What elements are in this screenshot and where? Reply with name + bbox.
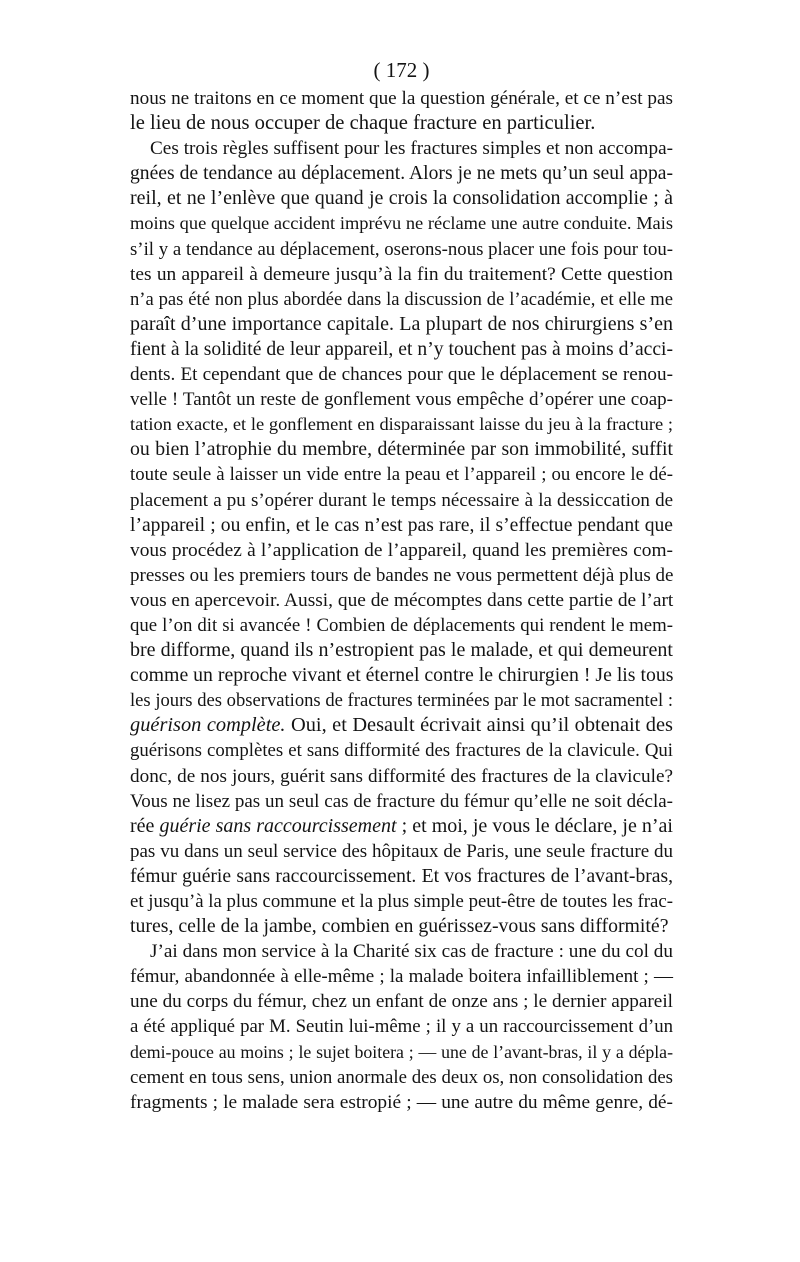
text-line: tures, celle de la jambe, combien en guérissez-vous sans difformité? <box>130 915 669 938</box>
text-line: nous ne traitons en ce moment que la question générale, et ce n’est pas <box>130 88 673 109</box>
text-line: presses ou les premiers tours de bandes ne vous permettent déjà plus de <box>130 564 674 586</box>
italic-phrase: guérison complète. <box>130 714 286 737</box>
text-line: le lieu de nous occuper de chaque fracture en particulier. <box>130 112 596 135</box>
text-line: que l’on dit si avancée ! Combien de déplacements qui rendent le mem- <box>130 614 673 636</box>
text-line: tes un appareil à demeure jusqu’à la fin du traitement? Cette question <box>130 263 673 285</box>
text-line: n’a pas été non plus abordée dans la discussion de l’académie, et elle me <box>130 288 673 310</box>
text-line-with-italic <box>130 713 673 738</box>
text-line: J’ai dans mon service à la Charité six cas de fracture : une du col du <box>150 941 673 963</box>
text-line: paraît d’une importance capitale. La plupart de nos chirurgiens s’en <box>130 312 673 335</box>
text-line: tation exacte, et le gonflement en disparaissant laisse du jeu à la fracture ; <box>130 414 673 435</box>
text-run: ; et moi, je vous le déclare, je n’ai <box>396 814 673 837</box>
text-line: moins que quelque accident imprévu ne réclame une autre conduite. Mais <box>130 213 673 234</box>
text-line: et jusqu’à la plus commune et la plus simple peut-être de toutes les frac- <box>130 891 673 912</box>
text-line: une du corps du fémur, chez un enfant de onze ans ; le dernier appareil <box>130 991 673 1013</box>
text-line: demi-pouce au moins ; le sujet boitera ; — une de l’avant-bras, il y a dépla- <box>130 1041 673 1062</box>
paragraph-3 <box>130 939 673 1115</box>
text-line: dents. Et cependant que de chances pour que le déplacement se renou- <box>130 364 673 386</box>
text-line: fémur, abandonnée à elle-même ; la malade boitera infailliblement ; — <box>130 966 673 988</box>
text-line: donc, de nos jours, guérit sans difformité des fractures de la clavicule? <box>130 765 673 787</box>
document-page <box>130 56 673 1115</box>
text-line: Ces trois règles suffisent pour les fractures simples et non accompa- <box>150 138 673 160</box>
text-line: fragments ; le malade sera estropié ; — une autre du même genre, dé- <box>130 1091 673 1113</box>
text-line: les jours des observations de fractures terminées par le mot sacramentel : <box>130 690 673 712</box>
text-line: placement a pu s’opérer durant le temps nécessaire à la dessiccation de <box>130 489 673 511</box>
text-line: Vous ne lisez pas un seul cas de fracture du fémur qu’elle ne soit décla- <box>130 790 673 812</box>
text-line: pas vu dans un seul service des hôpitaux de Paris, une seule fracture du <box>130 840 673 862</box>
text-line: gnées de tendance au déplacement. Alors je ne mets qu’un seul appa- <box>130 163 673 185</box>
italic-phrase: guérie sans raccourcissement <box>159 814 397 837</box>
text-run: Oui, et Desault écrivait ainsi qu’il obtenait des <box>285 714 673 737</box>
text-line: bre difforme, quand ils n’estropient pas le malade, et qui demeurent <box>130 639 673 662</box>
text-line: comme un reproche vivant et éternel contre le chirurgien ! Je lis tous <box>130 664 674 687</box>
text-run: rée <box>130 814 160 837</box>
text-line: a été appliqué par M. Seutin lui-même ; il y a un raccourcissement d’un <box>130 1016 673 1038</box>
text-line: fient à la solidité de leur appareil, et n’y touchent pas à moins d’acci- <box>130 338 673 360</box>
text-line: s’il y a tendance au déplacement, oserons-nous placer une fois pour tou- <box>130 238 673 260</box>
text-line: cement en tous sens, union anormale des deux os, non consolidation des <box>130 1066 673 1088</box>
text-line: fémur guérie sans raccourcissement. Et vos fractures de l’avant-bras, <box>130 865 673 887</box>
text-line: ou bien l’atrophie du membre, déterminée par son immobilité, suffit <box>130 438 673 461</box>
text-line: vous procédez à l’application de l’appareil, quand les premières com- <box>130 539 673 561</box>
page-number: ( 172 ) <box>373 58 430 82</box>
text-line-with-italic <box>130 814 673 839</box>
paragraph-1 <box>130 86 673 136</box>
text-line: guérisons complètes et sans difformité des fractures de la clavicule. Qui <box>130 740 673 762</box>
text-line: l’appareil ; ou enfin, et le cas n’est pas rare, il s’effectue pendant que <box>130 514 673 536</box>
text-line: velle ! Tantôt un reste de gonflement vous empêche d’opérer une coap- <box>130 389 673 411</box>
paragraph-2 <box>130 136 673 939</box>
text-line: toute seule à laisser un vide entre la peau et l’appareil ; ou encore le dé- <box>130 464 673 486</box>
text-line: vous en apercevoir. Aussi, que de mécomptes dans cette partie de l’art <box>130 589 674 611</box>
text-line: reil, et ne l’enlève que quand je crois la consolidation accomplie ; à <box>130 187 673 210</box>
